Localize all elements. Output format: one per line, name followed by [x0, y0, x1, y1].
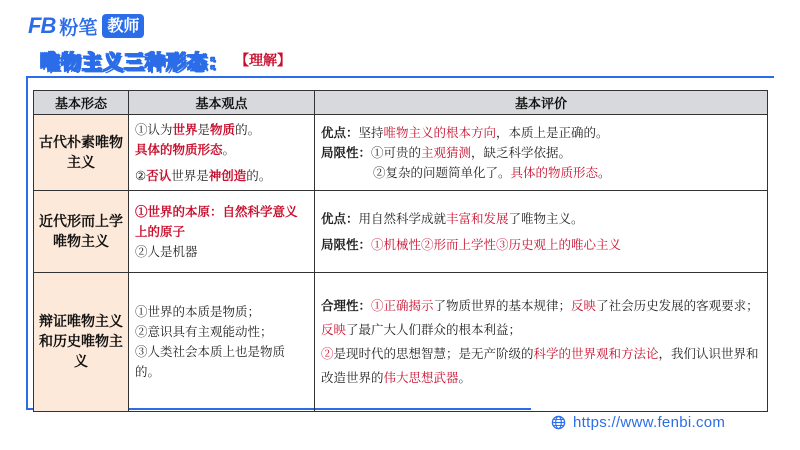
materialism-table: [33, 90, 768, 412]
frame-left-line: [26, 76, 28, 410]
footer-url[interactable]: [551, 412, 725, 432]
view-ancient: ①认为世界是物质的。 具体的物质形态。 ②否认世界是神创造的。: [129, 115, 315, 191]
frame-top-line: [26, 76, 774, 78]
table-row: [34, 191, 768, 273]
globe-icon: [551, 415, 566, 430]
view-dialectical: ①世界的本质是物质； ②意识具有主观能动性； ③人类社会本质上也是物质的。: [129, 273, 315, 412]
eval-modern: 优点：用自然科学成就丰富和发展了唯物主义。 局限性：①机械性②形而上学性③历史观上的唯心主义: [315, 191, 768, 273]
logo-mark: FB: [28, 13, 56, 38]
logo-brand: 粉笔: [59, 16, 98, 39]
header-view: 基本观点: [129, 91, 315, 115]
logo-tag: 教师: [102, 14, 144, 38]
eval-dialectical: 合理性：①正确揭示了物质世界的基本规律；反映了社会历史发展的客观要求；反映了最广大人们群众的根本利益； ②是现时代的思想智慧；是无产阶级的科学的世界观和方法论，我们认识世界和改造世界的伟大思想武器。: [315, 273, 768, 412]
title-main: 唯物主义三种形态：: [40, 49, 229, 74]
view-modern: ①世界的本原：自然科学意义上的原子 ②人是机器: [129, 191, 315, 273]
form-modern: 近代形而上学唯物主义: [34, 191, 129, 273]
url-text[interactable]: https://www.fenbi.com: [573, 413, 726, 431]
eval-ancient: 优点：坚持唯物主义的根本方向，本质上是正确的。 局限性：①可贵的主观猜测，缺乏科学依据。 ②复杂的问题简单化了。具体的物质形态。: [315, 115, 768, 191]
header-form: 基本形态: [34, 91, 129, 115]
table-row: [34, 115, 768, 191]
fenbi-logo: [28, 13, 144, 39]
table-header-row: [34, 91, 768, 115]
slide-title: [40, 46, 291, 74]
form-ancient: 古代朴素唯物主义: [34, 115, 129, 191]
table-row: [34, 273, 768, 412]
title-note: 【理解】: [235, 53, 291, 69]
header-eval: 基本评价: [315, 91, 768, 115]
form-dialectical: 辩证唯物主义和历史唯物主义: [34, 273, 129, 412]
